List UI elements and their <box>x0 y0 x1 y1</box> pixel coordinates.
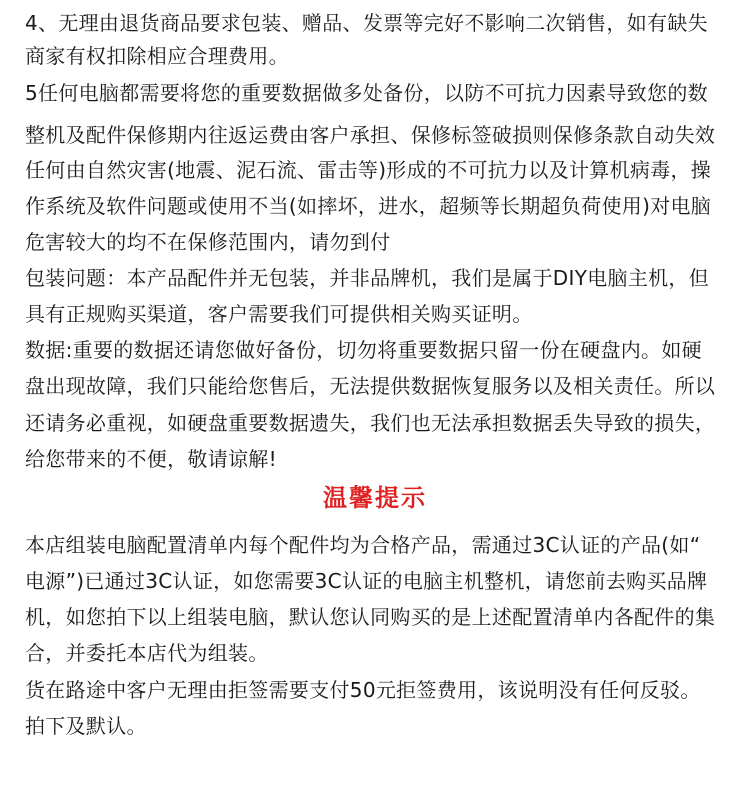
tips-line-6: 拍下及默认。 <box>25 714 147 738</box>
data-notice-line-3: 还请务必重视，如硬盘重要数据遗失，我们也无法承担数据丢失导致的损失， <box>25 411 716 435</box>
warranty-line-2: 整机及配件保修期内往返运费由客户承担、保修标签破损则保修条款自动失效 <box>25 123 716 147</box>
warranty-line-4: 作系统及软件问题或使用不当(如摔坏，进水，超频等长期超负荷使用)对电脑 <box>25 194 712 218</box>
return-policy-line-2: 商家有权扣除相应合理费用。 <box>25 44 289 68</box>
return-policy-line-1: 4、无理由退货商品要求包装、赠品、发票等完好不影响二次销售，如有缺失 <box>25 11 708 35</box>
packaging-line-2: 具有正规购买渠道，客户需要我们可提供相关购买证明。 <box>25 302 533 326</box>
warranty-line-3: 任何由自然灾害(地震、泥石流、雷击等)形成的不可抗力以及计算机病毒，操 <box>25 158 712 182</box>
tips-line-3: 机，如您拍下以上组装电脑，默认您认同购买的是上述配置清单内各配件的集 <box>25 605 716 629</box>
tips-line-1: 本店组装电脑配置清单内每个配件均为合格产品，需通过3C认证的产品(如“ <box>25 533 701 557</box>
warranty-line-1: 5任何电脑都需要将您的重要数据做多处备份，以防不可抗力因素导致您的数 <box>25 81 708 105</box>
data-notice-line-4: 给您带来的不便，敬请谅解! <box>25 447 277 471</box>
tips-heading: 温馨提示 <box>323 484 427 512</box>
tips-line-5: 货在路途中客户无理由拒签需要支付50元拒签费用，该说明没有任何反驳。 <box>25 678 701 702</box>
data-notice-line-1: 数据:重要的数据还请您做好备份，切勿将重要数据只留一份在硬盘内。如硬 <box>25 338 702 362</box>
warranty-line-5: 危害较大的均不在保修范围内，请勿到付 <box>25 230 391 254</box>
tips-line-2: 电源”)已通过3C认证，如您需要3C认证的电脑主机整机，请您前去购买品牌 <box>25 569 708 593</box>
data-notice-line-2: 盘出现故障，我们只能给您售后，无法提供数据恢复服务以及相关责任。所以 <box>25 374 716 398</box>
packaging-line-1: 包装问题：本产品配件并无包装，并非品牌机，我们是属于DIY电脑主机，但 <box>25 266 710 290</box>
tips-line-4: 合，并委托本店代为组装。 <box>25 641 269 665</box>
